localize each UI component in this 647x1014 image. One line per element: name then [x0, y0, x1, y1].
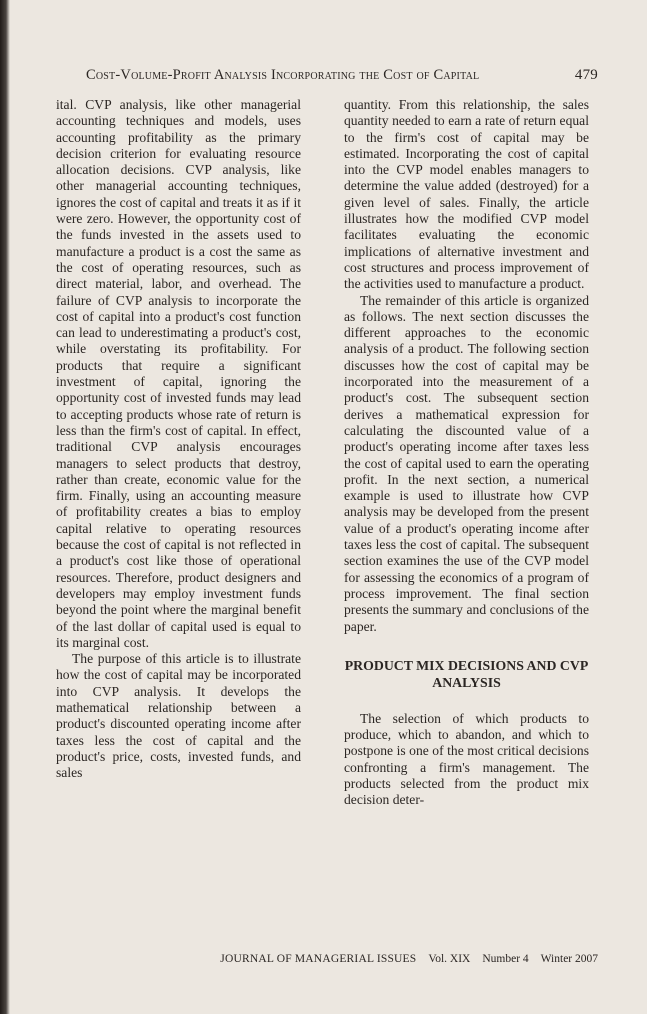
running-footer: [178, 953, 598, 965]
body-paragraph: The purpose of this article is to illustrate how the cost of capital may be incorporated into CVP analysis. It develops the mathematical relationship between a product's discounted operating income after taxes less the cost of capital and the product's price, costs, invested funds, and sales: [56, 651, 301, 781]
issue-date: Winter 2007: [540, 953, 598, 965]
right-column: [344, 97, 589, 809]
journal-name: JOURNAL OF MANAGERIAL ISSUES: [220, 953, 417, 965]
volume-label: Vol. XIX: [428, 953, 471, 965]
body-paragraph: quantity. From this relationship, the sales quantity needed to earn a rate of return equal to the firm's cost of capital may be estimated. Incorporating the cost of capital into the CVP model enables managers to determine the value added (destroyed) for a given level of sales. Finally, the article illustrates how the modified CVP model facilitates evaluating the economic implications of alternative investment and cost structures and process improvement of the activities used to manufacture a product.: [344, 97, 589, 292]
running-title: Cost-Volume-Profit Analysis Incorporating the Cost of Capital: [86, 67, 480, 83]
page-number: 479: [574, 67, 598, 83]
issue-number: Number 4: [482, 953, 529, 965]
body-paragraph: ital. CVP analysis, like other managerial accounting techniques and models, uses accounting profitability as the primary decision criterion for evaluating resource allocation decisions. CVP analysis, like other managerial accounting techniques, ignores the cost of capital and treats it as if it were zero. However, the opportunity cost of the funds invested in the assets used to manufacture a product is a cost the same as the cost of operating resources, such as direct material, labor, and overhead. The failure of CVP analysis to incorporate the cost of capital into a product's cost function can lead to underestimating a product's cost, while overstating its profitability. For products that require a significant investment of capital, ignoring the opportunity cost of invested funds may lead to accepting products whose rate of return is less than the firm's cost of capital. In effect, traditional CVP analysis encourages managers to select products that destroy, rather than create, economic value for the firm. Finally, using an accounting measure of profitability creates a bias to employ capital relative to operating resources because the cost of capital is not reflected in a product's cost like those of operational resources. Therefore, product designers and developers may employ investment funds beyond the point where the marginal benefit of the last dollar of capital used is equal to its marginal cost.: [56, 97, 301, 650]
body-paragraph: The remainder of this article is organized as follows. The next section discusses the different approaches to the economic analysis of a product. The following section discusses how the cost of capital may be incorporated into the measurement of a product's cost. The subsequent section derives a mathematical expression for calculating the discounted value of a product's operating income after taxes less the cost of capital used to earn the operating profit. In the next section, a numerical example is used to illustrate how CVP analysis may be developed from the present value of a product's operating income after taxes less the cost of capital. The subsequent section examines the use of the CVP model for assessing the economics of a program of process improvement. The final section presents the summary and conclusions of the paper.: [344, 292, 589, 634]
body-paragraph: The selection of which products to produce, which to abandon, and which to postpone is one of the most critical decisions confronting a firm's management. The products selected from the product mix decision deter-: [344, 710, 589, 808]
scan-shadow-edge: [0, 0, 10, 1014]
section-heading: PRODUCT MIX DECISIONS AND CVP ANALYSIS: [344, 657, 589, 690]
left-column: [56, 97, 301, 781]
running-header: [86, 67, 598, 84]
